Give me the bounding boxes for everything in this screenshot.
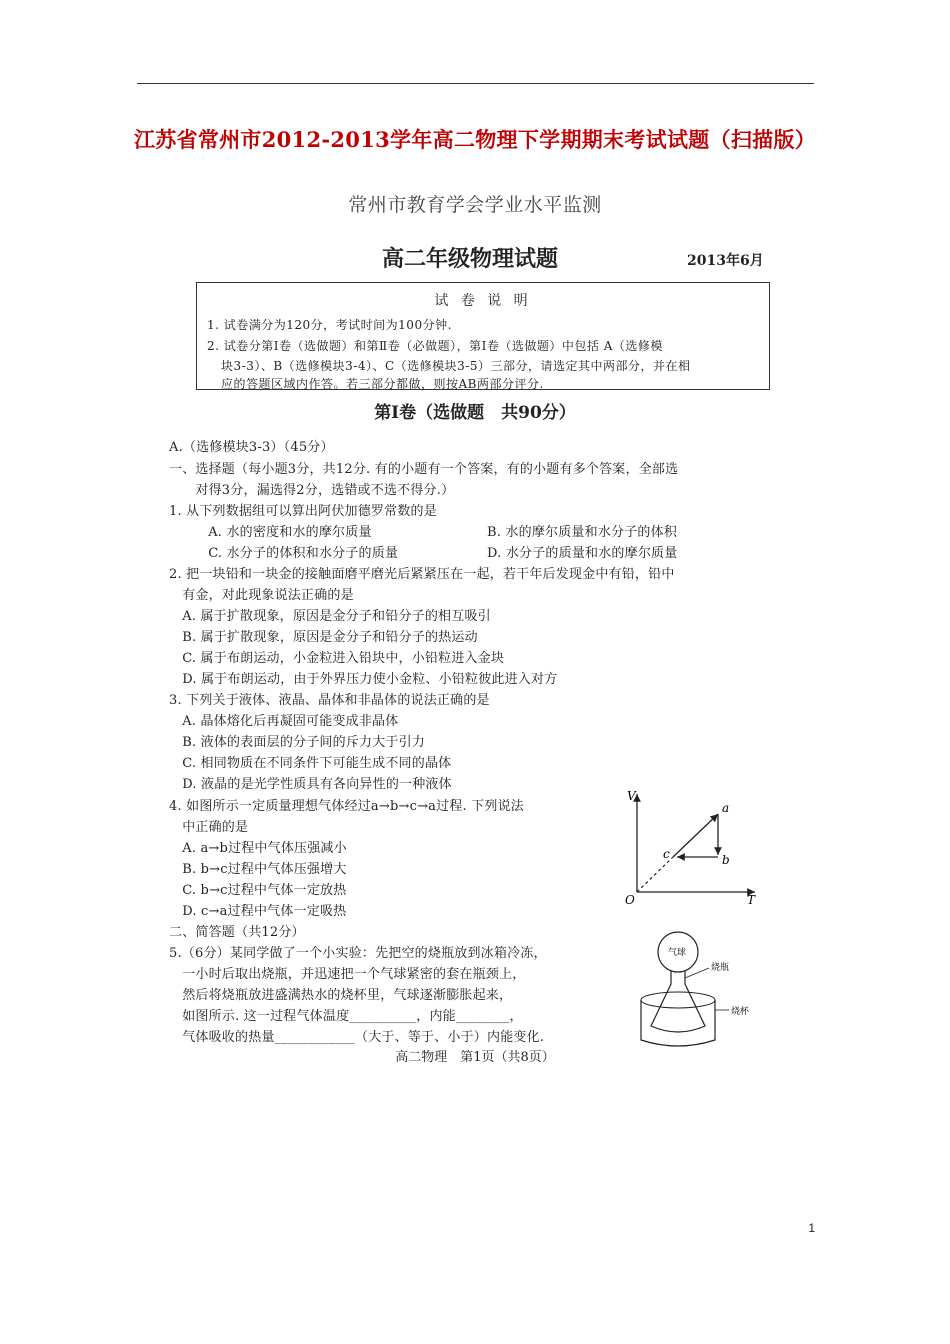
option-3a: A. 晶体熔化后再凝固可能变成非晶体 — [169, 714, 399, 729]
page-number: 1 — [808, 1221, 815, 1235]
question-5: 5.（6分）某同学做了一个小实验：先把空的烧瓶放到冰箱冷冻， — [169, 946, 547, 961]
option-4a: A. a→b过程中气体压强减小 — [169, 841, 347, 856]
instruction-line: 2. 试卷分第Ⅰ卷（选做题）和第Ⅱ卷（必做题），第Ⅰ卷（选做题）中包括 A（选修模 — [207, 339, 663, 353]
point-b-label: b — [722, 853, 730, 867]
question-2: 有金，对此现象说法正确的是 — [169, 588, 354, 603]
water-surface — [641, 992, 715, 1008]
option-4b: B. b→c过程中气体压强增大 — [169, 862, 347, 877]
question-5: 如图所示. 这一过程气体温度__________，内能________， — [169, 1009, 523, 1024]
exam-date: 2013年6月 — [687, 253, 764, 269]
question-4: 4. 如图所示一定质量理想气体经过a→b→c→a过程. 下列说法 — [169, 799, 524, 814]
v-axis-label: V — [627, 789, 636, 803]
flask-label: 烧瓶 — [711, 963, 730, 973]
question-1: 1. 从下列数据组可以算出阿伏加德罗常数的是 — [169, 504, 437, 519]
question-instructions: 对得3分，漏选得2分，选错或不选不得分.） — [169, 483, 455, 498]
header-rule — [137, 83, 814, 84]
question-instructions: 一、选择题（每小题3分，共12分. 有的小题有一个答案，有的小题有多个答案，全部选 — [169, 462, 679, 477]
exam-title: 高二年级物理试题 — [382, 246, 559, 272]
option-1b: B. 水的摩尔质量和水分子的体积 — [487, 525, 678, 540]
question-4: 中正确的是 — [169, 820, 249, 835]
option-1d: D. 水分子的质量和水的摩尔质量 — [487, 546, 678, 561]
flask-diagram — [635, 926, 765, 1054]
document-title: 江苏省常州市2012-2013学年高二物理下学期期末考试试题（扫描版） — [133, 127, 817, 152]
option-2c: C. 属于布朗运动，小金粒进入铅块中，小铅粒进入金块 — [169, 651, 505, 666]
instruction-line: 1. 试卷满分为120分，考试时间为100分钟. — [207, 318, 452, 332]
question-5: 气体吸收的热量____________（大于、等于、小于）内能变化. — [169, 1030, 545, 1045]
part-heading: 第Ⅰ卷（选做题 共90分） — [374, 403, 576, 423]
option-1a: A. 水的密度和水的摩尔质量 — [195, 525, 372, 540]
section-title: 二、简答题（共12分） — [169, 925, 305, 940]
option-2d: D. 属于布朗运动，由于外界压力使小金粒、小铅粒彼此进入对方 — [169, 672, 558, 687]
vt-diagram — [623, 788, 763, 906]
option-4d: D. c→a过程中气体一定吸热 — [169, 904, 347, 919]
point-c-label: c — [663, 847, 670, 861]
scanned-exam-page — [165, 178, 785, 1065]
section-title: A.（选修模块3-3）（45分） — [169, 440, 334, 455]
option-3d: D. 液晶的是光学性质具有各向异性的一种液体 — [169, 777, 452, 792]
extension-line — [637, 857, 673, 892]
origin-label: O — [625, 893, 635, 906]
option-3c: C. 相同物质在不同条件下可能生成不同的晶体 — [169, 756, 452, 771]
balloon-label: 气球 — [668, 948, 687, 958]
question-2: 2. 把一块铅和一块金的接触面磨平磨光后紧紧压在一起，若干年后发现金中有铅，铅中 — [169, 567, 675, 582]
path-c-to-a — [673, 814, 718, 857]
question-5: 一小时后取出烧瓶，并迅速把一个气球紧密的套在瓶颈上， — [169, 967, 526, 982]
flask — [651, 970, 705, 1032]
question-3: 3. 下列关于液体、液晶、晶体和非晶体的说法正确的是 — [169, 693, 490, 708]
scan-page-footer: 高二物理 第1页（共8页） — [395, 1050, 555, 1065]
option-4c: C. b→c过程中气体一定放热 — [169, 883, 347, 898]
option-2b: B. 属于扩散现象，原因是金分子和铅分子的热运动 — [169, 630, 478, 645]
question-5: 然后将烧瓶放进盛满热水的烧杯里，气球逐渐膨胀起来， — [169, 988, 513, 1003]
t-axis-label: T — [747, 893, 756, 906]
option-1c: C. 水分子的体积和水分子的质量 — [195, 546, 399, 561]
option-3b: B. 液体的表面层的分子间的斥力大于引力 — [169, 735, 426, 750]
instructions-box — [196, 282, 770, 390]
institution-title: 常州市教育学会学业水平监测 — [348, 194, 602, 216]
point-a-label: a — [722, 801, 730, 815]
instruction-line: 块3-3）、B（选修模块3-4）、C（选修模块3-5）三部分，请选定其中两部分，并在相 — [221, 359, 691, 373]
instructions-heading: 试 卷 说 明 — [434, 293, 532, 309]
option-2a: A. 属于扩散现象，原因是金分子和铅分子的相互吸引 — [169, 609, 491, 624]
beaker-label: 烧杯 — [731, 1007, 750, 1017]
instruction-line: 应的答题区域内作答。若三部分都做，则按AB两部分评分. — [221, 377, 544, 391]
